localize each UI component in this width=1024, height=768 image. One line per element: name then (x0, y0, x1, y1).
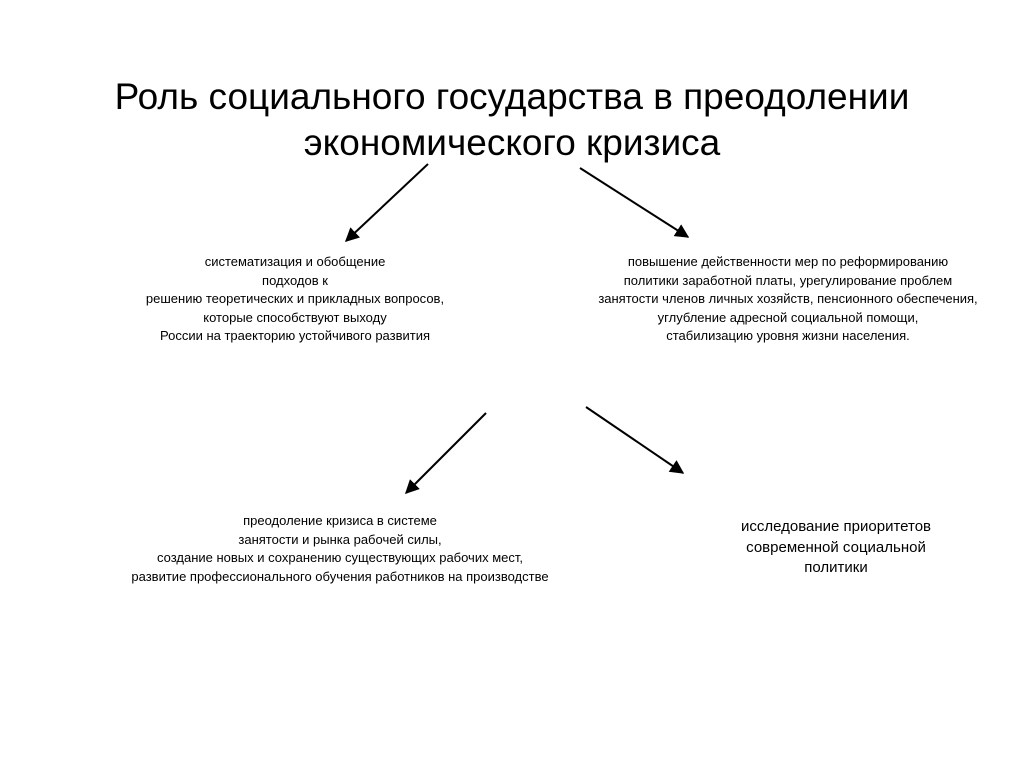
node-line: преодоление кризиса в системе (243, 513, 437, 528)
node-line: решению теоретических и прикладных вопросов, (145, 291, 445, 306)
title-line-2: экономического кризиса (303, 122, 721, 163)
arrow-to-bottom-right (586, 407, 683, 473)
node-effectiveness-measures (540, 253, 1024, 346)
node-line: политики заработной платы, урегулирование проблем (623, 272, 953, 288)
node-line: России на траекторию устойчивого развития (159, 328, 431, 343)
node-line: занятости членов личных хозяйств, пенсионного обеспечения, (598, 291, 978, 306)
node-line: систематизация и обобщение (204, 254, 386, 269)
node-line: создание новых и сохранению существующих рабочих мест, (156, 550, 523, 565)
node-line: повышение действенности мер по реформированию (627, 254, 949, 269)
node-line: занятости и рынка рабочей силы, (238, 531, 442, 547)
node-line: стабилизацию уровня жизни населения. (666, 328, 910, 343)
node-line: которые способствуют выходу (203, 309, 387, 325)
node-overcoming-crisis (80, 512, 600, 586)
node-line: современной социальной (746, 538, 926, 556)
arrow-title-to-top-left (346, 164, 428, 241)
node-line: развитие профессионального обучения работников на производстве (131, 568, 549, 584)
node-line: подходов к (262, 272, 328, 288)
arrow-to-bottom-left (406, 413, 486, 493)
node-research-priorities (706, 517, 966, 579)
node-line: исследование приоритетов (740, 518, 932, 535)
node-line: политики (804, 559, 868, 576)
title-line-1: Роль социального государства в преодолении (114, 76, 910, 117)
node-systematization (60, 253, 530, 346)
node-line: углубление адресной социальной помощи, (657, 309, 919, 325)
arrow-title-to-top-right (580, 168, 688, 237)
